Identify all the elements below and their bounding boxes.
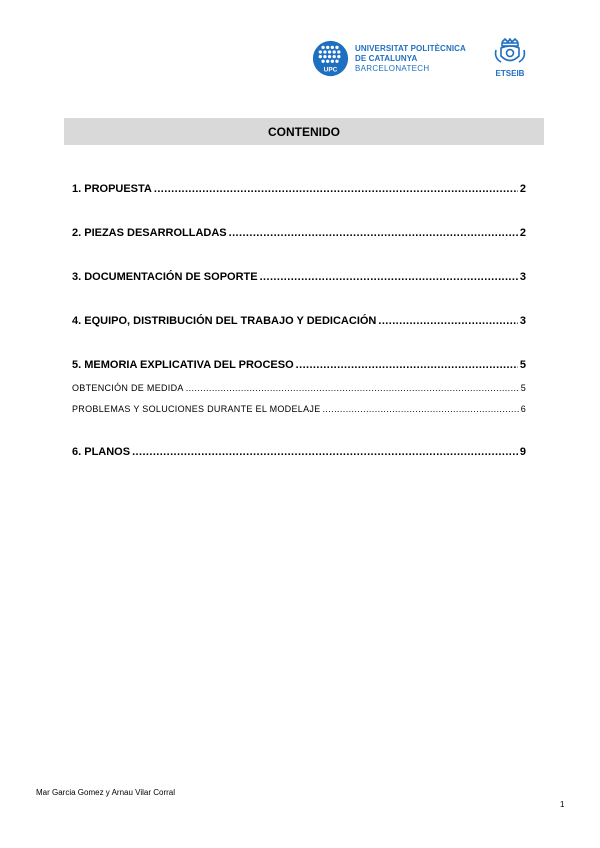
- etseib-crest-icon: [493, 38, 527, 68]
- toc-entry-planos[interactable]: [72, 446, 526, 458]
- toc-leader: [154, 183, 518, 195]
- etseib-label: ETSEIB: [495, 69, 525, 78]
- toc-page-number: 3: [519, 315, 526, 327]
- upc-line-1: UNIVERSITAT POLITÈCNICA: [355, 43, 466, 53]
- footer-page-number: 1: [560, 800, 565, 809]
- toc-leader: [186, 383, 519, 393]
- toc-label: 5. MEMORIA EXPLICATIVA DEL PROCESO: [72, 359, 294, 371]
- toc-leader: [132, 446, 518, 458]
- upc-emblem-icon: [312, 40, 349, 77]
- toc-page-number: 6: [520, 404, 526, 414]
- toc-label: OBTENCIÓN DE MEDIDA: [72, 383, 184, 393]
- contents-title-band: [64, 118, 544, 145]
- toc-label: PROBLEMAS Y SOLUCIONES DURANTE EL MODELAJE: [72, 404, 321, 414]
- toc-entry-equipo[interactable]: [72, 315, 526, 327]
- toc-page-number: 2: [519, 227, 526, 239]
- toc-page-number: 3: [519, 271, 526, 283]
- upc-logo: [312, 40, 466, 77]
- toc-leader: [260, 271, 518, 283]
- toc-label: 1. PROPUESTA: [72, 183, 152, 195]
- toc-entry-problemas[interactable]: [72, 404, 526, 414]
- toc-leader: [296, 359, 518, 371]
- contents-title: CONTENIDO: [268, 124, 340, 139]
- toc-label: 6. PLANOS: [72, 446, 131, 458]
- toc-entry-piezas[interactable]: [72, 227, 526, 239]
- svg-text:UPC: UPC: [323, 66, 338, 74]
- upc-wordmark: [355, 44, 466, 74]
- toc-entry-propuesta[interactable]: [72, 183, 526, 195]
- toc-entry-documentacion[interactable]: [72, 271, 526, 283]
- upc-line-2: DE CATALUNYA: [355, 53, 418, 63]
- toc-entry-memoria[interactable]: [72, 359, 526, 371]
- toc-page-number: 9: [519, 446, 526, 458]
- etseib-logo: [492, 38, 528, 79]
- footer-authors: Mar Garcia Gomez y Arnau Vilar Corral: [36, 788, 176, 797]
- toc-label: 2. PIEZAS DESARROLLADAS: [72, 227, 227, 239]
- toc-label: 4. EQUIPO, DISTRIBUCIÓN DEL TRABAJO Y DEDICACIÓN: [72, 315, 377, 327]
- toc-leader: [323, 404, 519, 414]
- toc-page-number: 5: [519, 359, 526, 371]
- toc-leader: [229, 227, 518, 239]
- toc-label: 3. DOCUMENTACIÓN DE SOPORTE: [72, 271, 258, 283]
- toc-page-number: 5: [520, 383, 526, 393]
- toc-leader: [378, 315, 518, 327]
- upc-line-3: BARCELONATECH: [355, 63, 430, 73]
- toc-entry-obtencion[interactable]: [72, 383, 526, 393]
- toc-page-number: 2: [519, 183, 526, 195]
